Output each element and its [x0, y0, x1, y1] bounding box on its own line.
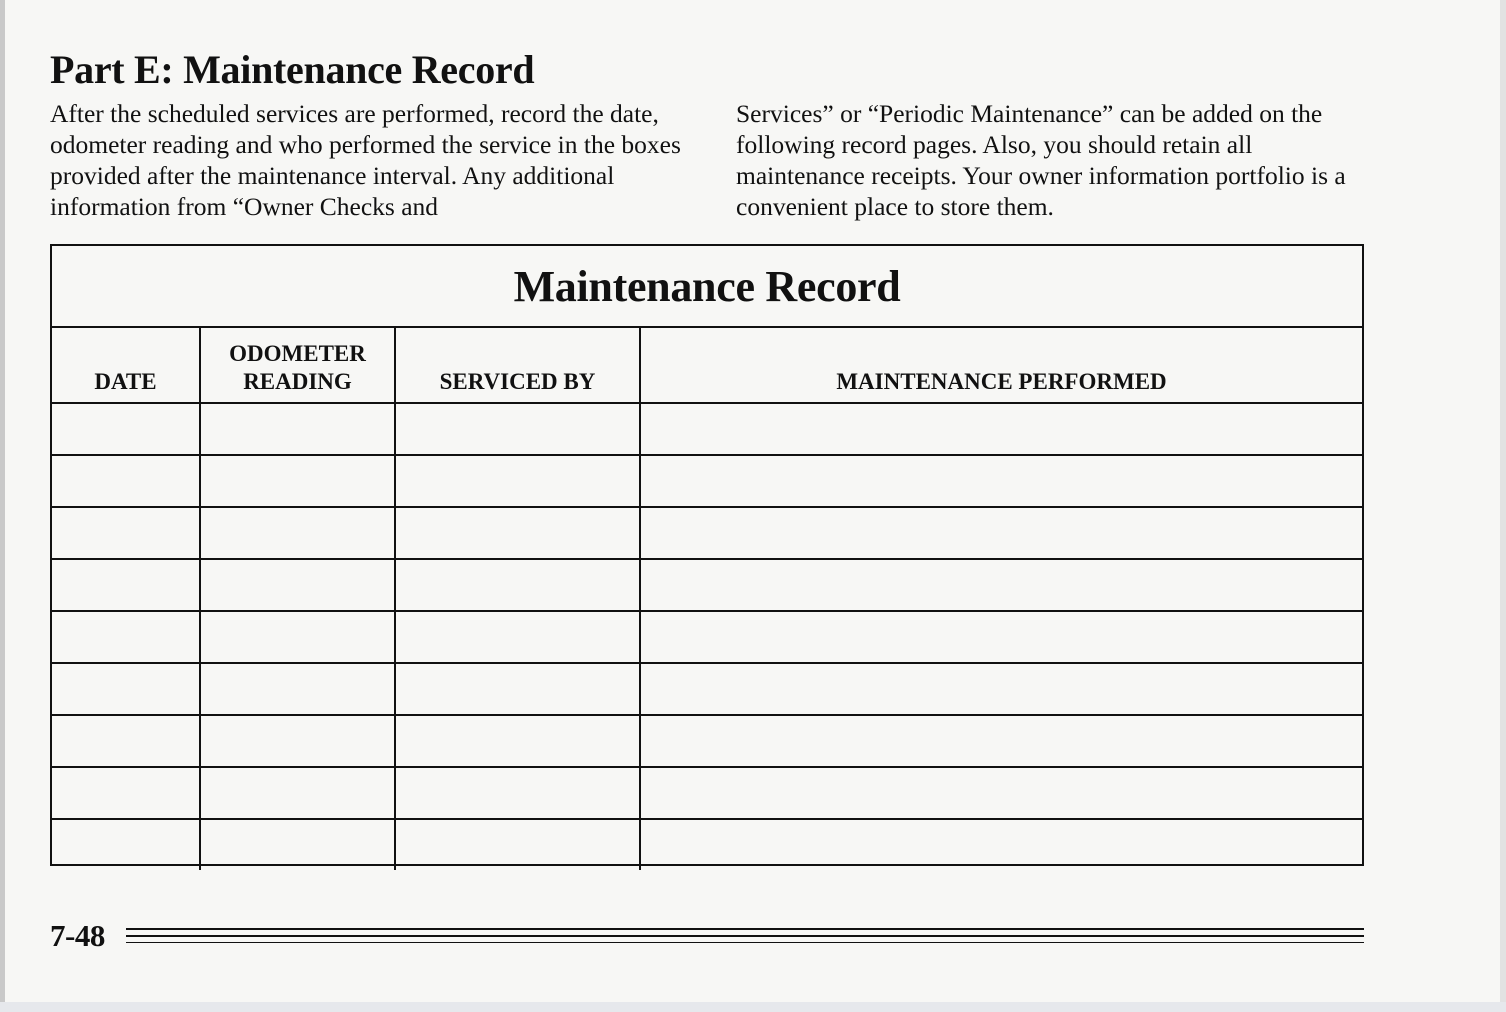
- footer-rule: [126, 928, 1364, 930]
- odometer-cell[interactable]: [200, 663, 395, 715]
- column-header-serviced-by: SERVICED BY: [395, 327, 640, 403]
- intro-paragraph-left: After the scheduled services are performed, record the date, odometer reading and who performed the service in the boxes provided after the maintenance interval. Any additional information from “Owner Checks and: [50, 99, 681, 221]
- maintenance-performed-cell[interactable]: [640, 507, 1362, 559]
- maintenance-record-grid: [52, 246, 1362, 870]
- page-right-edge: [1500, 0, 1506, 1012]
- table-row: [52, 715, 1362, 767]
- table-row: [52, 559, 1362, 611]
- page-title: Part E: Maintenance Record: [50, 47, 535, 92]
- table-row: [52, 767, 1362, 819]
- serviced-by-cell[interactable]: [395, 559, 640, 611]
- page-number: 7-48: [50, 918, 105, 953]
- odometer-cell[interactable]: [200, 455, 395, 507]
- date-cell[interactable]: [52, 715, 200, 767]
- table-row: [52, 663, 1362, 715]
- date-cell[interactable]: [52, 819, 200, 870]
- column-header-date: DATE: [52, 327, 200, 403]
- maintenance-performed-cell[interactable]: [640, 455, 1362, 507]
- table-header-row: [52, 327, 1362, 403]
- serviced-by-cell[interactable]: [395, 455, 640, 507]
- serviced-by-cell[interactable]: [395, 403, 640, 455]
- column-header-odometer-reading: ODOMETER READING: [200, 327, 395, 403]
- date-cell[interactable]: [52, 559, 200, 611]
- serviced-by-cell[interactable]: [395, 767, 640, 819]
- odometer-cell[interactable]: [200, 403, 395, 455]
- odometer-cell[interactable]: [200, 507, 395, 559]
- table-row: [52, 819, 1362, 870]
- odometer-cell[interactable]: [200, 715, 395, 767]
- maintenance-performed-cell[interactable]: [640, 611, 1362, 663]
- table-title: Maintenance Record: [52, 246, 1362, 327]
- odometer-cell[interactable]: [200, 559, 395, 611]
- table-row: [52, 611, 1362, 663]
- column-header-maintenance-performed: MAINTENANCE PERFORMED: [640, 327, 1362, 403]
- maintenance-performed-cell[interactable]: [640, 715, 1362, 767]
- date-cell[interactable]: [52, 507, 200, 559]
- intro-paragraph-right: Services” or “Periodic Maintenance” can be added on the following record pages. Also, you should retain all maintenance receipts. Your owner information portfolio is a convenient place to store them.: [736, 99, 1346, 221]
- odometer-cell[interactable]: [200, 767, 395, 819]
- date-cell[interactable]: [52, 663, 200, 715]
- date-cell[interactable]: [52, 455, 200, 507]
- footer-rule: [126, 942, 1364, 943]
- serviced-by-cell[interactable]: [395, 507, 640, 559]
- date-cell[interactable]: [52, 403, 200, 455]
- odometer-cell[interactable]: [200, 611, 395, 663]
- maintenance-performed-cell[interactable]: [640, 767, 1362, 819]
- odometer-cell[interactable]: [200, 819, 395, 870]
- maintenance-performed-cell[interactable]: [640, 663, 1362, 715]
- footer-rule: [126, 935, 1364, 937]
- table-row: [52, 403, 1362, 455]
- page-left-edge: [0, 0, 5, 1012]
- maintenance-performed-cell[interactable]: [640, 819, 1362, 870]
- date-cell[interactable]: [52, 767, 200, 819]
- date-cell[interactable]: [52, 611, 200, 663]
- maintenance-record-table: [50, 244, 1364, 866]
- maintenance-performed-cell[interactable]: [640, 559, 1362, 611]
- serviced-by-cell[interactable]: [395, 819, 640, 870]
- page-bottom-edge: [0, 1002, 1506, 1012]
- table-row: [52, 507, 1362, 559]
- serviced-by-cell[interactable]: [395, 611, 640, 663]
- serviced-by-cell[interactable]: [395, 663, 640, 715]
- table-row: [52, 455, 1362, 507]
- maintenance-performed-cell[interactable]: [640, 403, 1362, 455]
- serviced-by-cell[interactable]: [395, 715, 640, 767]
